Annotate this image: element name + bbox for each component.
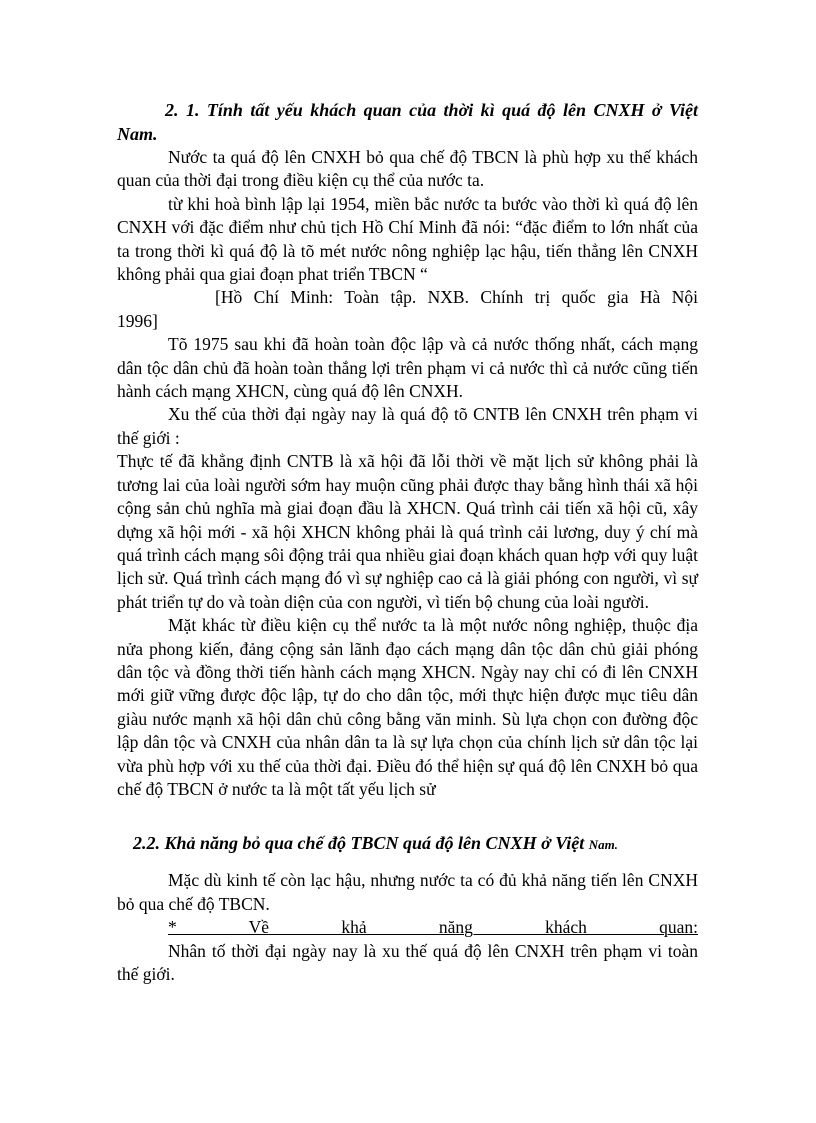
citation-year: 1996] — [117, 310, 158, 331]
paragraph: Xu thế của thời đại ngày nay là quá độ tõ CNTB lên CNXH trên phạm vi thế giới : — [117, 404, 698, 448]
paragraph: Tõ 1975 sau khi đã hoàn toàn độc lập và cả nước thống nhất, cách mạng dân tộc dân chủ đã hoàn toàn thắng lợi trên phạm vi cả nước thì cả nước cũng tiến hành cách mạng XHCN, cùng quá độ lên CNXH. — [117, 334, 698, 402]
paragraph: Mặt khác từ điều kiện cụ thể nước ta là một nước nông nghiệp, thuộc địa nửa phong kiến, đảng cộng sản lãnh đạo cách mạng dân tộc dân chủ giải phóng dân tộc và đồng thời tiến hành cách mạng XHCN. Ngày nay chỉ có đi lên CNXH mới giữ vững được độc lập, tự do cho dân tộc, mới thực hiện được mục tiêu dân giàu nước mạnh xã hội dân chủ công bằng văn minh. Sù lựa chọn con đường độc lập dân tộc và CNXH của nhân dân ta là sự lựa chọn của chính lịch sử dân tộc lại vừa phù hợp với xu thế của thời đại. Điều đó thể hiện sự quá độ lên CNXH bỏ qua chế độ TBCN ở nước ta là một tất yếu lịch sử — [117, 615, 698, 799]
document-page — [117, 98, 698, 986]
paragraph: Nhân tố thời đại ngày nay là xu thế quá độ lên CNXH trên phạm vi toàn thế giới. — [117, 940, 698, 984]
subheading-objective-ability: * Về khả năng khách quan: — [168, 917, 698, 938]
citation: [Hồ Chí Minh: Toàn tập. NXB. Chính trị quốc gia Hà Nội — [215, 287, 698, 308]
section-2-heading-tail: Nam — [588, 837, 615, 853]
paragraph: từ khi hoà bình lập lại 1954, miền bắc nước ta bước vào thời kì quá độ lên CNXH với đặc điểm như chủ tịch Hồ Chí Minh đã nói: “đặc điểm to lớn nhất của ta trong thời kì quá độ là tõ mét nước nông nghiệp lạc hậu, tiến thẳng lên CNXH không phải qua giai đoạn phat triển TBCN “ — [117, 193, 698, 285]
section-2-heading — [117, 831, 698, 857]
section-2-heading-dot: . — [614, 838, 618, 853]
section-1-heading: 2. 1. Tính tất yếu khách quan của thời kì quá độ lên CNXH ở Việt Nam. — [117, 100, 698, 144]
paragraph: Mặc dù kinh tế còn lạc hậu, nhưng nước ta có đủ khả năng tiến lên CNXH bỏ qua chế độ TBCN. — [117, 870, 698, 914]
section-2-heading-main: 2.2. Khả năng bỏ qua chế độ TBCN quá độ lên CNXH ở Việt — [133, 833, 585, 854]
paragraph: Nước ta quá độ lên CNXH bỏ qua chế độ TBCN là phù hợp xu thế khách quan của thời đại trong điều kiện cụ thể của nước ta. — [117, 147, 698, 191]
paragraph: Thực tế đã khẳng định CNTB là xã hội đã lỗi thời về mặt lịch sử không phải là tương lai của loài người sớm hay muộn cũng phải được thay bằng hình thái xã hội cộng sản chủ nghĩa mà giai đoạn đầu là XHCN. Quá trình cải tiến xã hội cũ, xây dựng xã hội mới - xã hội XHCN không phải là quá trình cải lương, duy ý chí mà quá trình cách mạng sôi động trải qua nhiều giai đoạn khách quan hợp với quy luật lịch sử. Quá trình cách mạng đó vì sự nghiệp cao cả là giải phóng con người, vì sự phát triển tự do và toàn diện của con người, vì tiến bộ chung của loài người. — [117, 451, 698, 612]
